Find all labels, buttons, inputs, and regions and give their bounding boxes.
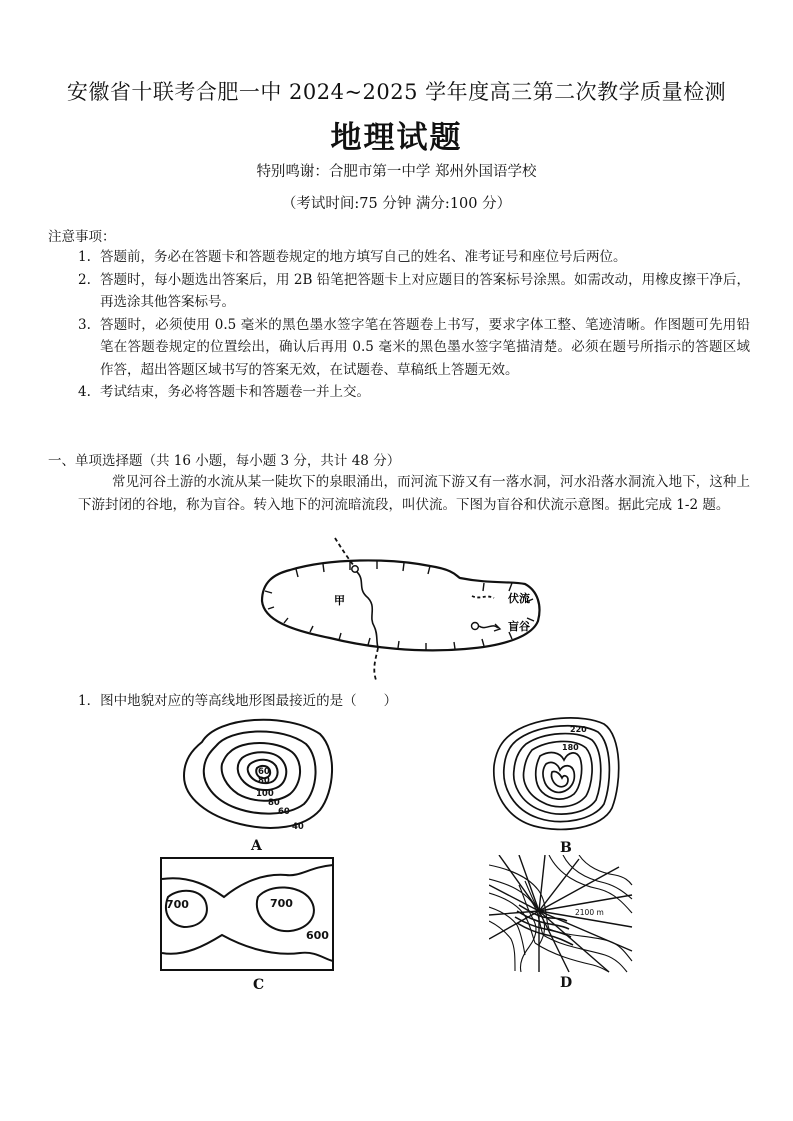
notice-item (78, 246, 750, 269)
option-b-contours (494, 718, 619, 830)
notice-item-text: 答题时，必须使用 0.5 毫米的黑色墨水签字笔在答题卷上书写，要求字体工整、笔迹清晰。作图题可先用铅笔在答题卷规定的位置绘出，确认后再用 0.5 毫米的黑色墨水签字笔描清楚。必须在题号所指示的答题区域作答，超出答题区域书写的答案无效，在试题卷、草稿纸上答题无效。 (100, 316, 750, 378)
option-b-contour-label: 180 (562, 743, 579, 752)
option-a-contour-label: 100 (256, 789, 274, 799)
option-b-label[interactable]: B (560, 840, 572, 856)
option-a-contour-label: 60 (258, 767, 270, 777)
option-a-contour-map[interactable] (172, 712, 342, 840)
notice-item-number: 3. (78, 316, 91, 333)
option-c-contour-map[interactable] (160, 857, 335, 973)
option-a-contour-label: 40 (292, 822, 304, 832)
option-b-contour-labels (562, 725, 587, 752)
passage-text: 常见河谷土游的水流从某一陡坎下的泉眼涌出，而河流下游又有一落水洞，河水沿落水洞流入地下，这种上下游封闭的谷地，称为盲谷。转入地下的河流暗流段，叫伏流。下图为盲谷和伏流示意图。据此完成 1-2 题。 (78, 474, 750, 513)
underground-river-downstream (374, 648, 378, 680)
region-jia-label: 甲 (334, 594, 345, 607)
notice-item-text: 考试结束，务必将答题卡和答题卷一并上交。 (100, 384, 370, 400)
notice-item-text: 答题时，每小题选出答案后，用 2B 铅笔把答题卡上对应题目的答案标号涂黑。如需改动，用橡皮擦干净后，再选涂其他答案标号。 (100, 271, 750, 310)
section-title: 一、单项选择题（共 16 小题，每小题 3 分，共计 48 分） (48, 453, 401, 469)
notice-item-text: 答题前，务必在答题卡和答题卷规定的地方填写自己的姓名、准考证号和座位号后两位。 (100, 249, 627, 265)
option-c-contour-label: 700 (166, 898, 189, 911)
exam-info: （考试时间:75 分钟 满分:100 分） (281, 196, 512, 212)
option-c-contour-labels (166, 897, 329, 942)
question-1-stem: 1．图中地貌对应的等高线地形图最接近的是（ ） (78, 693, 398, 709)
notice-list (78, 246, 750, 404)
option-c-contours (162, 865, 333, 961)
notice-heading: 注意事项： (48, 229, 116, 245)
exam-title: 安徽省十联考合肥一中 2024~2025 学年度高三第二次教学质量检测 (66, 80, 727, 104)
spring-source (352, 566, 358, 572)
option-d-contour-label: 2100 m (575, 908, 604, 917)
option-a-contour-label: 80 (258, 776, 270, 786)
option-a-contour-label: 60 (278, 807, 290, 817)
legend-underground-symbol (472, 596, 494, 598)
cliff-ticks (265, 561, 534, 650)
acknowledgement: 特别鸣谢：合肥市第一中学 郑州外国语学校 (256, 164, 537, 180)
notice-item-number: 2. (78, 271, 91, 288)
notice-item-number: 4. (78, 384, 91, 400)
notice-item-number: 1. (78, 249, 91, 265)
option-d-contour-map[interactable] (489, 855, 633, 973)
option-a-contour-label: 80 (268, 798, 280, 808)
notice-item (78, 269, 750, 314)
option-d-label[interactable]: D (560, 975, 573, 991)
option-b-contour-label: 220 (570, 725, 587, 734)
option-b-contour-map[interactable] (484, 712, 634, 840)
legend-blind-valley-symbol (472, 623, 501, 632)
valley-river (357, 572, 378, 648)
legend-underground-label: 伏流 (508, 592, 530, 605)
subject-title: 地理试题 (330, 120, 463, 156)
option-c-label[interactable]: C (253, 977, 265, 993)
option-d-radial-lines (489, 855, 632, 972)
option-c-contour-label: 700 (270, 897, 293, 910)
valley-outline (262, 560, 539, 650)
legend-blind-valley-label: 盲谷 (508, 620, 530, 633)
option-a-label[interactable]: A (251, 838, 262, 854)
option-c-contour-label: 600 (306, 929, 329, 942)
notice-item (78, 314, 750, 382)
blind-valley-diagram (250, 536, 550, 681)
notice-item (78, 381, 750, 404)
